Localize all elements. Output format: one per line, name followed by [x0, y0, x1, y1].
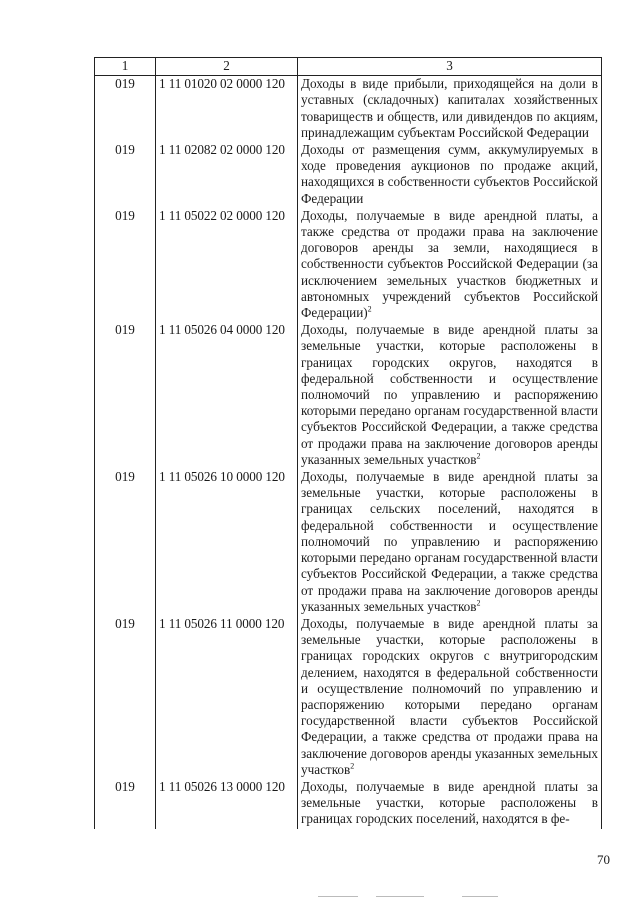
admin-code-cell: 019 [95, 322, 156, 469]
description-text: Доходы, получаемые в виде арендной платы за земельные участки, которые расположены в границах городских округов, находятся в федеральной собственности и осуществление полномочий по управлению и распоряжению которыми передано органам государственной власти субъектов Российской Федерации, а также средства от продажи права на заключение договоров аренды указанных земельных участков [301, 322, 598, 467]
budget-code-cell: 1 11 05022 02 0000 120 [156, 208, 298, 322]
column-header-3: 3 [298, 58, 602, 76]
description-text: Доходы от размещения сумм, аккумулируемых в ходе проведения аукционов по продаже акций, находящихся в собственности субъектов Российской Федерации [301, 142, 598, 206]
revenue-codes-table [94, 57, 602, 829]
column-header-1: 1 [95, 58, 156, 76]
admin-code-cell: 019 [95, 616, 156, 779]
description-cell [298, 208, 602, 322]
footnote-ref: 2 [367, 304, 372, 314]
budget-code-cell: 1 11 05026 04 0000 120 [156, 322, 298, 469]
table-row [95, 322, 602, 469]
description-cell [298, 322, 602, 469]
table-row [95, 142, 602, 208]
footnote-ref: 2 [476, 598, 481, 608]
scan-artifact-line [376, 896, 424, 897]
description-text: Доходы в виде прибыли, приходящейся на доли в уставных (складочных) капиталах хозяйственных товариществ и обществ, или дивидендов по акциям, принадлежащим субъектам Российской Федерации [301, 76, 598, 140]
admin-code-cell: 019 [95, 208, 156, 322]
description-cell [298, 76, 602, 142]
budget-code-cell: 1 11 05026 13 0000 120 [156, 779, 298, 829]
admin-code-cell: 019 [95, 469, 156, 616]
description-cell [298, 469, 602, 616]
footnote-ref: 2 [350, 761, 355, 771]
table-header-row [95, 58, 602, 76]
table-row [95, 76, 602, 142]
budget-code-cell: 1 11 01020 02 0000 120 [156, 76, 298, 142]
budget-code-cell: 1 11 05026 10 0000 120 [156, 469, 298, 616]
column-header-2: 2 [156, 58, 298, 76]
description-text: Доходы, получаемые в виде арендной платы за земельные участки, которые расположены в границах городских округов с внутригородским делением, находятся в федеральной собственности и осуществление полномочий по управлению и распоряжению которыми передано органам государственной власти субъектов Российской Федерации, а также средства от продажи права на заключение договоров аренды указанных земельных участков [301, 615, 598, 777]
description-text: Доходы, получаемые в виде арендной платы за земельные участки, которые расположены в границах сельских поселений, находятся в федеральной собственности и осуществление полномочий по управлению и распоряжению которыми передано органам государственной власти субъектов Российской Федерации, а также средства от продажи права на заключение договоров аренды указанных земельных участков [301, 469, 598, 614]
description-text: Доходы, получаемые в виде арендной платы за земельные участки, которые расположены в границах городских поселений, находятся в фе- [301, 778, 598, 827]
table-row [95, 469, 602, 616]
page-number: 70 [597, 852, 610, 867]
description-cell [298, 779, 602, 829]
admin-code-cell: 019 [95, 76, 156, 142]
table-row [95, 616, 602, 779]
budget-code-cell: 1 11 05026 11 0000 120 [156, 616, 298, 779]
footnote-ref: 2 [476, 451, 481, 461]
scan-artifact-line [318, 896, 358, 897]
description-cell [298, 616, 602, 779]
description-cell [298, 142, 602, 208]
table-row [95, 779, 602, 829]
admin-code-cell: 019 [95, 779, 156, 829]
table-row [95, 208, 602, 322]
admin-code-cell: 019 [95, 142, 156, 208]
description-text: Доходы, получаемые в виде арендной платы, а также средства от продажи права на заключение договоров аренды за земли, находящиеся в собственности субъектов Российской Федерации (за исключением земельных участков бюджетных и автономных учреждений субъектов Российской Федерации) [301, 207, 598, 321]
budget-code-cell: 1 11 02082 02 0000 120 [156, 142, 298, 208]
scan-artifact-line [462, 896, 498, 897]
